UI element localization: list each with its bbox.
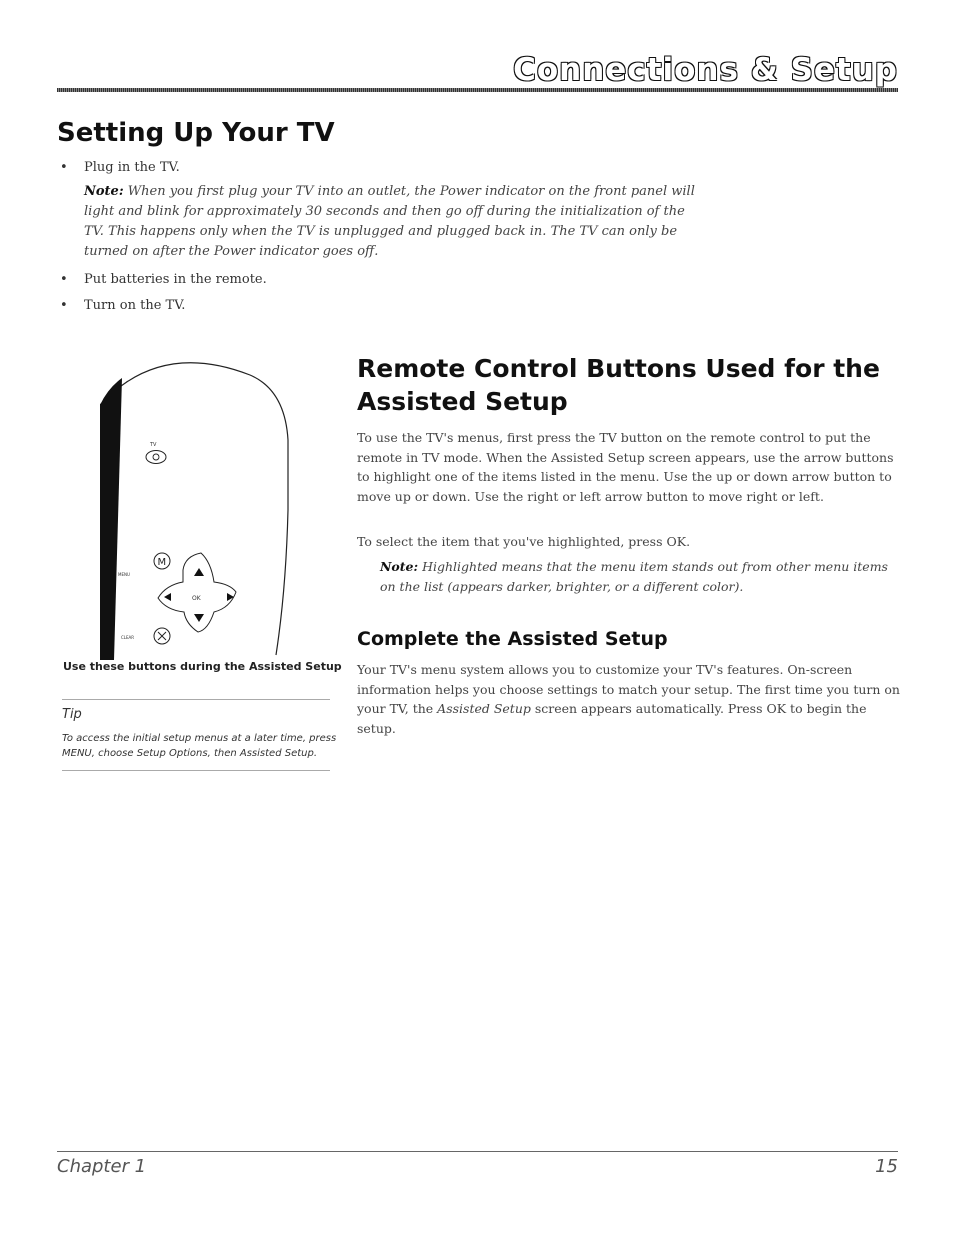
- header-rule: [57, 88, 898, 92]
- menu-button-key: M: [157, 557, 167, 568]
- clear-x-icon: [158, 632, 166, 640]
- footer-chapter: Chapter 1: [57, 1156, 147, 1177]
- remote-outline: [100, 363, 288, 660]
- remote-left-edge: [100, 378, 122, 660]
- complete-setup-title: Complete the Assisted Setup: [357, 628, 668, 650]
- tv-button: [146, 451, 166, 464]
- clear-button-label: CLEAR: [121, 635, 135, 640]
- remote-paragraph-2: To select the item that you've highlighted, press OK.: [357, 534, 691, 549]
- tip-top-rule: [62, 699, 330, 700]
- tv-power-icon: [153, 454, 159, 460]
- tip-text: To access the initial setup menus at a later time, press MENU, choose Setup Options, then Assisted Setup.: [62, 733, 337, 759]
- note-text: Highlighted means that the menu item stands out from other menu items on the list (appears darker, brighter, or a different color).: [380, 559, 888, 594]
- menu-button-label: MENU: [118, 572, 130, 577]
- page-header-title: Connections & Setup: [513, 52, 898, 88]
- ok-label: OK: [192, 595, 201, 602]
- setup-steps-list: [60, 158, 700, 316]
- paragraph-text: Your TV's menu system allows you to customize your TV's features. On-screen information helps you choose settings to match your setup. The first time you turn on your TV, the: [357, 662, 900, 716]
- tip-label: Tip: [62, 707, 82, 722]
- tv-button-label: TV: [150, 442, 157, 448]
- right-arrow-icon: [227, 593, 234, 601]
- remote-control-illustration: [100, 360, 300, 660]
- power-note: [84, 182, 704, 262]
- footer-rule: [57, 1151, 898, 1152]
- highlight-note: [380, 557, 900, 596]
- dpad-outline: [158, 553, 236, 632]
- remote-paragraph-1: To use the TV's menus, first press the TV button on the remote control to put the remote in TV mode. When the Assisted Setup screen appears, use the arrow buttons to highlight one of the items listed in the menu. Use the up or down arrow button to move up or down. Use the right or left arrow button to move right or left.: [357, 430, 894, 504]
- assisted-setup-term: Assisted Setup: [437, 701, 531, 716]
- step-plug-in: • Plug in the TV.: [60, 158, 700, 178]
- remote-section-title: Remote Control Buttons Used for the Assisted Setup: [357, 354, 880, 416]
- step-batteries: • Put batteries in the remote.: [60, 270, 700, 290]
- note-text: When you first plug your TV into an outlet, the Power indicator on the front panel will light and blink for approximately 30 seconds and then go off during the initialization of the TV. This happens only when the TV is unplugged and plugged back in. The TV can only be turned on after the Power indicator goes off.: [84, 184, 695, 259]
- left-arrow-icon: [164, 593, 171, 601]
- tip-bottom-rule: [62, 770, 330, 771]
- step-turn-on: • Turn on the TV.: [60, 296, 700, 316]
- down-arrow-icon: [194, 614, 204, 622]
- paragraph-text: screen appears automatically. Press OK to begin the setup.: [357, 701, 867, 736]
- up-arrow-icon: [194, 568, 204, 576]
- complete-setup-paragraph: [357, 660, 902, 738]
- note-label: Note:: [84, 184, 124, 199]
- section-title: Setting Up Your TV: [57, 118, 335, 148]
- note-label: Note:: [380, 559, 419, 574]
- footer-page-number: 15: [875, 1156, 898, 1177]
- figure-caption: Use these buttons during the Assisted Setup: [63, 660, 342, 673]
